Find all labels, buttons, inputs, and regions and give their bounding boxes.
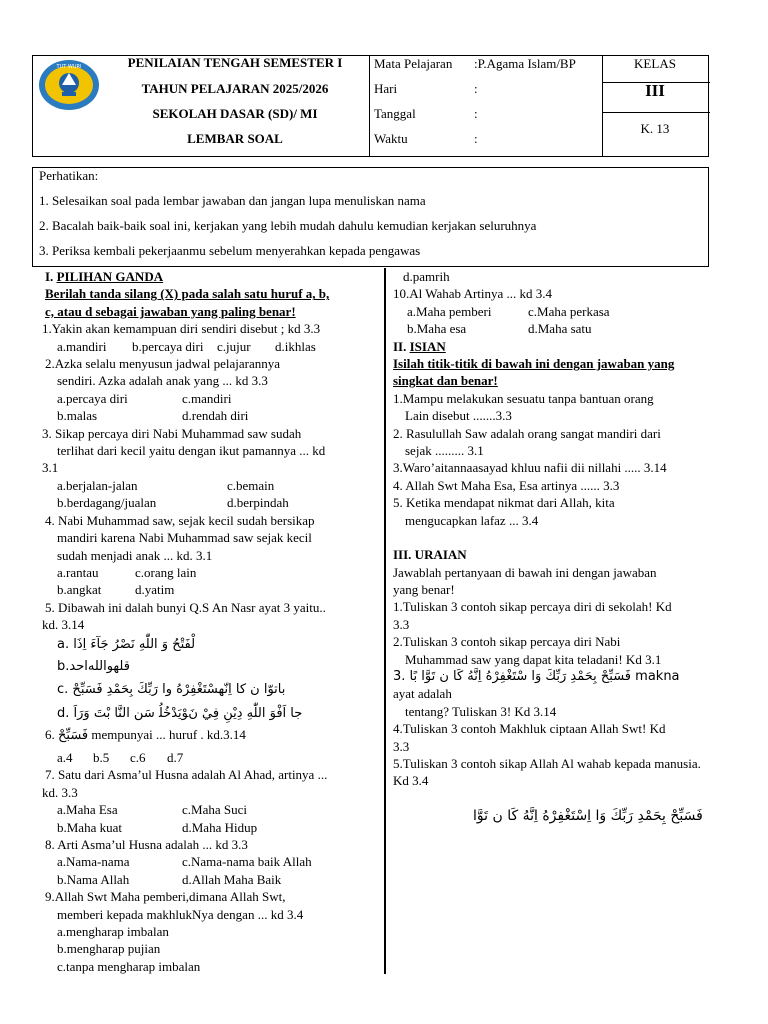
question-cont: terlihat dari kecil yaitu dengan ikut pamannya ... kd (57, 443, 326, 459)
option: c.tanpa mengharap imbalan (57, 958, 201, 974)
options-row: b.Maha kuat d.Maha Hidup (57, 819, 258, 835)
kelas-label: KELAS (634, 56, 676, 71)
options-row: a.Maha pemberi c.Maha perkasa (407, 303, 610, 319)
section-heading: III. URAIAN (393, 547, 467, 563)
question: 4. Allah Swt Maha Esa, Esa artinya ...... 3.3 (393, 477, 620, 493)
exam-title: PENILAIAN TENGAH SEMESTER I (127, 55, 343, 70)
notice-box (32, 167, 709, 267)
question: 6. ﻓَﺴَﺒِّﺢْ mempunyai ... huruf . kd.3.14 (45, 726, 246, 742)
option-arabic: a. ﻟْﻔَﺘْﺢُ وَ اﻟﻠّٰﻪِ ﻧَﺼْﺮُ ﺟَﺂءَ اِذَا (57, 636, 196, 652)
section-instruction: Isilah titik-titik di bawah ini dengan jawaban yang (393, 356, 675, 372)
options-row: b.berdagang/jualan d.berpindah (57, 495, 289, 511)
options-row: a.mandiri b.percaya diri c.jujur d.ikhlas (57, 338, 316, 354)
option-arabic: b.ﻗﻠﻬﻮاﻟﻠﻪاﺣﺪ (57, 658, 130, 674)
arabic-verse: ﻓَﺴَﺒِّﺢْ ﺑِﺤَﻤْﺪِ رَﺑِّﻚَ وَا اِﺳْﺘَﻐْﻔِﺮْهُ اِﻧَّﻪُ ﻛَﺎ ن ﺗَﻮَّا (473, 807, 703, 824)
notice-item: 1. Selesaikan soal pada lembar jawaban dan jangan lupa menuliskan nama (39, 193, 426, 208)
options-row: a.percaya diri c.mandiri (57, 390, 232, 406)
field-label-subject: Mata Pelajaran (374, 56, 453, 71)
question: 4. Nabi Muhammad saw, sejak kecil sudah bersikap (45, 512, 315, 528)
tut-wuri-handayani-logo (38, 59, 100, 111)
question-cont: kd. 3.14 (42, 617, 85, 633)
kelas-value: III (645, 81, 665, 100)
section-instruction: Jawablah pertanyaan di bawah ini dengan jawaban (393, 564, 657, 580)
question-cont: 3.3 (393, 616, 410, 632)
section-instruction: c, atau d sebagai jawaban yang paling benar! (45, 303, 296, 319)
column-divider (384, 268, 386, 974)
question-cont: Lain disebut .......3.3 (405, 408, 512, 424)
question-cont: sudah menjadi anak ... kd. 3.1 (57, 547, 213, 563)
question: 8. Arti Asma’ul Husna adalah ... kd 3.3 (45, 836, 248, 852)
svg-text:TUT WURI: TUT WURI (56, 64, 82, 70)
question-cont: memberi kepada makhlukNya dengan ... kd 3.4 (57, 906, 304, 922)
notice-item: 2. Bacalah baik-baik soal ini, kerjakan yang lebih mudah dahulu kemudian kerjakan seluruhnya (39, 218, 537, 233)
question-cont: 3.1 (42, 460, 59, 476)
field-label-day: Hari (374, 81, 398, 96)
question: 3. ﻓَﺴَﺒِّﺢْ ﺑِﺤَﻤْﺪِ رَﺑِّﻚَ وَا ﺳْﺘَﻐْﻔِﺮْهُ اِﻧَّﻪُ ﻛَﺎ ن ﺗَﻮَّا بًا makna (393, 668, 680, 684)
question-cont: kd. 3.3 (42, 784, 78, 800)
field-value-day: : (474, 81, 478, 96)
notice-title: Perhatikan: (39, 168, 99, 183)
options-row: b.Nama Allah d.Allah Maha Baik (57, 871, 282, 887)
options-row: b.Maha esa d.Maha satu (407, 321, 592, 337)
question: 1.Mampu melakukan sesuatu tanpa bantuan orang (393, 390, 654, 406)
question: 3. Sikap percaya diri Nabi Muhammad saw sudah (42, 425, 302, 441)
option: b.mengharap pujian (57, 941, 161, 957)
options-row: a.4 b.5 c.6 d.7 (57, 749, 184, 765)
question-cont: tentang? Tuliskan 3! Kd 3.14 (405, 703, 557, 719)
question-cont: Muhammad saw yang dapat kita teladani! Kd 3.1 (405, 651, 662, 667)
sheet-title: LEMBAR SOAL (187, 131, 283, 146)
question-cont: mengucapkan lafaz ... 3.4 (405, 512, 539, 528)
options-row: a.berjalan-jalan c.bemain (57, 477, 275, 493)
option-arabic: d. ﺟﺎ اَﻓْﻮَ اﻟﻠّٰﻪِ دِﻳْﻦِ ﻓِﻲْ نَﻮْﻳَﺪْﺧُﻠُ ﺳَﻦ اﻟﻨَّﺎ ﺑْﺖَ وَرَاَ (57, 705, 303, 721)
left-column (42, 268, 380, 975)
question-cont: mandiri karena Nabi Muhammad saw sejak kecil (57, 530, 312, 546)
field-label-date: Tanggal (374, 106, 416, 121)
field-value-time: : (474, 131, 478, 146)
option: a.mengharap imbalan (57, 924, 169, 939)
question: 4.Tuliskan 3 contoh Makhluk ciptaan Allah Swt! Kd (393, 721, 666, 737)
option: d.pamrih (403, 269, 450, 284)
question: 1.Yakin akan kemampuan diri sendiri disebut ; kd 3.3 (42, 321, 321, 337)
question: 5. Ketika mendapat nikmat dari Allah, kita (393, 495, 615, 511)
section-instruction: yang benar! (393, 581, 455, 597)
section-heading: II. ISIAN (393, 338, 446, 354)
question: 9.Allah Swt Maha pemberi,dimana Allah Swt, (45, 889, 286, 905)
question: 2.Azka selalu menyusun jadwal pelajarannya (45, 356, 280, 372)
section-heading: I. PILIHAN GANDA (45, 269, 164, 284)
section-instruction: singkat dan benar! (393, 373, 498, 389)
question: 7. Satu dari Asma’ul Husna adalah Al Ahad, artinya ... (45, 767, 328, 783)
question: 1.Tuliskan 3 contoh sikap percaya diri di sekolah! Kd (393, 599, 672, 615)
question-cont: Kd 3.4 (393, 773, 429, 789)
question: 5.Tuliskan 3 contoh sikap Allah Al wahab kepada manusia. (393, 755, 701, 771)
question-cont: sendiri. Azka adalah anak yang ... kd 3.3 (57, 373, 268, 389)
question-cont: 3.3 (393, 738, 410, 754)
options-row: b.malas d.rendah diri (57, 408, 249, 424)
right-column (393, 268, 733, 825)
school-year: TAHUN PELAJARAN 2025/2026 (141, 81, 329, 96)
options-row: a.Nama-nama c.Nama-nama baik Allah (57, 854, 312, 870)
option-arabic: c. ﺑﺎﺗﻮّا ن ﻛﺎ اِﻧّﻬﺴْﺘَﻐْﻔِﺮْهُ وا رَﺑِّﻚَ ﺑِﺤَﻤْﺪِ ﻓَﺴَﺒِّﺢْ (57, 681, 286, 697)
options-row: a.Maha Esa c.Maha Suci (57, 802, 247, 818)
field-label-time: Waktu (374, 131, 408, 146)
curriculum-code: K. 13 (640, 121, 670, 136)
question: 2. Rasulullah Saw adalah orang sangat mandiri dari (393, 425, 661, 441)
question: 10.Al Wahab Artinya ... kd 3.4 (393, 286, 553, 302)
field-value-subject: :P.Agama Islam/BP (474, 56, 576, 71)
notice-item: 3. Periksa kembali pekerjaanmu sebelum menyerahkan kepada pengawas (39, 243, 421, 258)
options-row: b.angkat d.yatim (57, 582, 175, 598)
question-cont: ayat adalah (393, 686, 452, 702)
question: 3.Waro’aitannaasayad khluu nafii dii nillahi ..... 3.14 (393, 460, 667, 476)
options-row: a.rantau c.orang lain (57, 564, 197, 580)
question: 2.Tuliskan 3 contoh sikap percaya diri Nabi (393, 634, 621, 650)
section-instruction: Berilah tanda silang (X) pada salah satu huruf a, b, (45, 286, 330, 302)
question: 5. Dibawah ini dalah bunyi Q.S An Nasr ayat 3 yaitu.. (45, 599, 326, 615)
school-level: SEKOLAH DASAR (SD)/ MI (152, 106, 318, 121)
question-cont: sejak ......... 3.1 (405, 443, 484, 459)
field-value-date: : (474, 106, 478, 121)
